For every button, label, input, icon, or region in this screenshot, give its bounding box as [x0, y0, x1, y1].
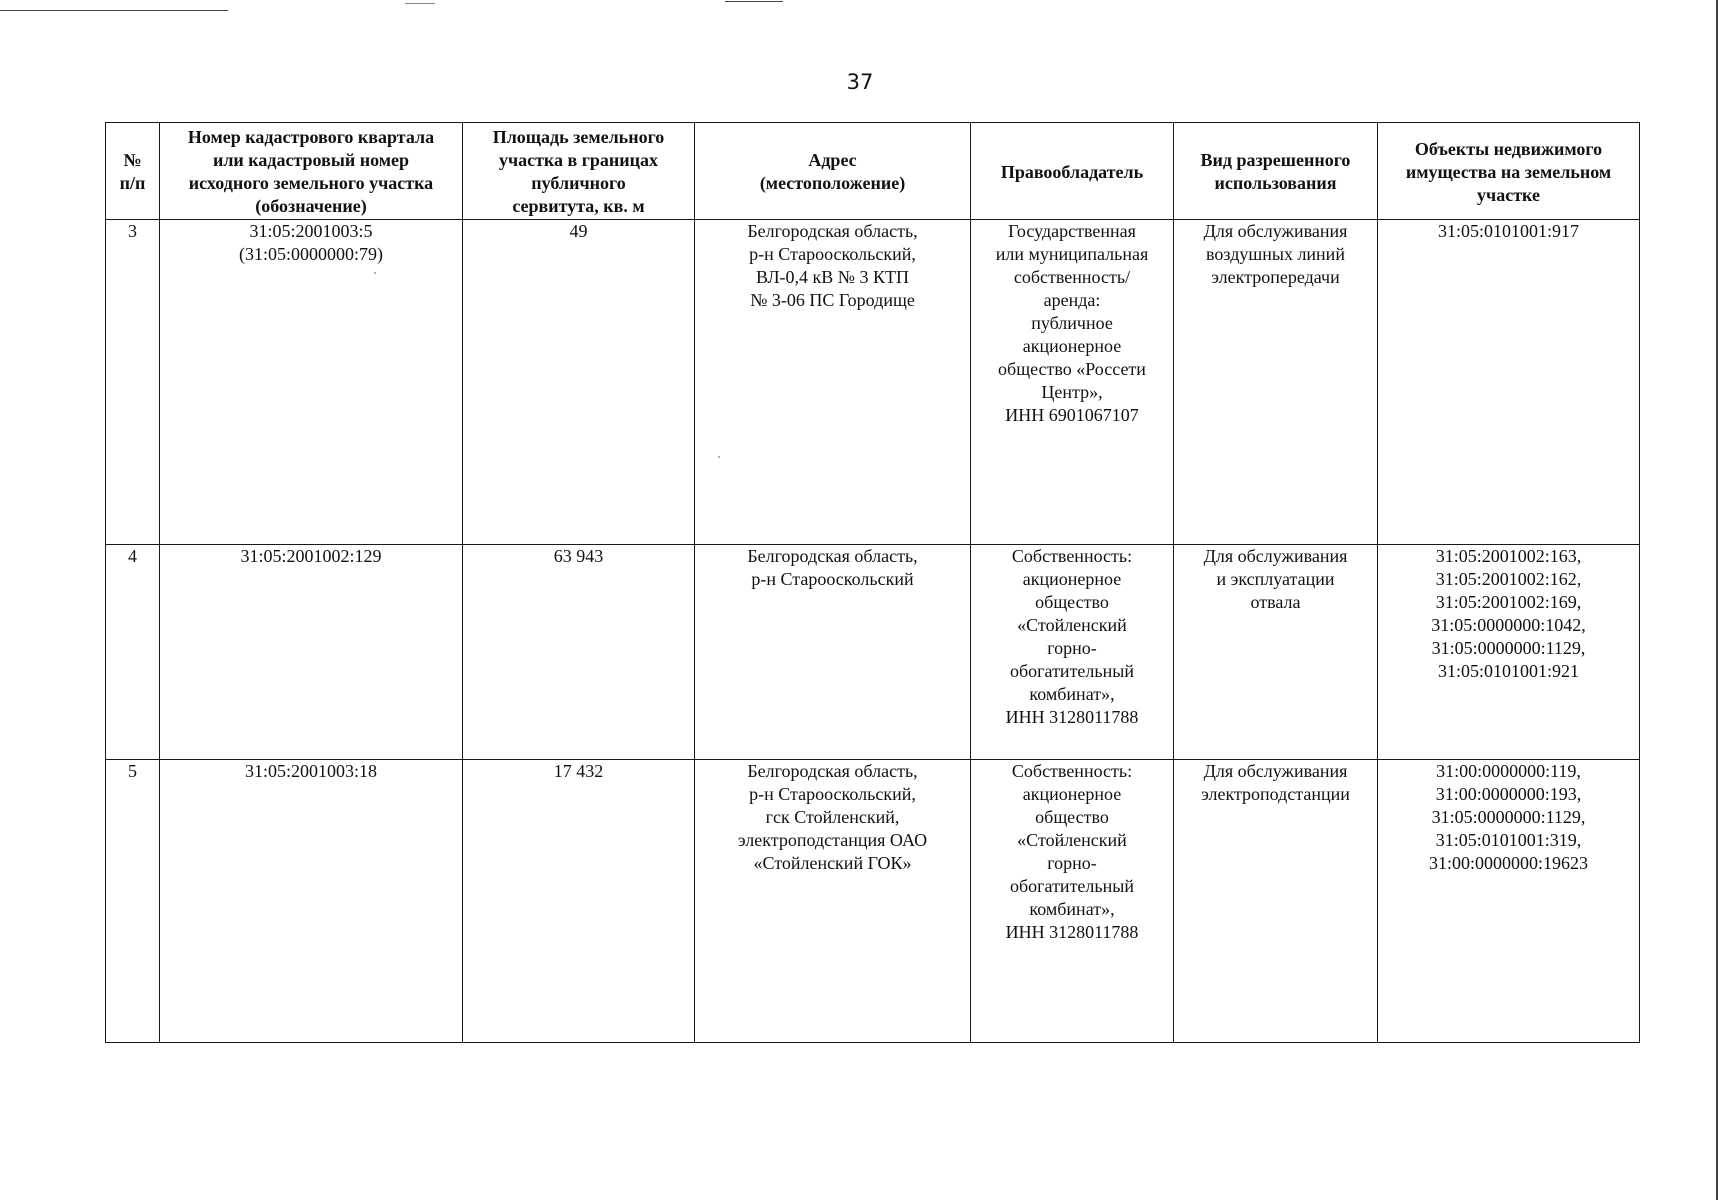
cell-address: Белгородская область, р-н Старооскольский, ВЛ-0,4 кВ № 3 КТП № 3-06 ПС Городище — [695, 220, 971, 545]
table-row — [106, 545, 1640, 760]
page-number: 37 — [846, 70, 874, 94]
cell-number: 5 — [106, 760, 160, 1043]
cell-area: 63 943 — [463, 545, 695, 760]
cell-permitted-use: Для обслуживания воздушных линий электропередачи — [1174, 220, 1378, 545]
scan-page-edge — [1716, 0, 1718, 1200]
cell-address: Белгородская область, р-н Старооскольский, гск Стойленский, электроподстанция ОАО «Стойленский ГОК» — [695, 760, 971, 1043]
cell-real-estate-objects: 31:05:0101001:917 — [1378, 220, 1640, 545]
scan-artifact-line — [405, 3, 435, 4]
cell-permitted-use: Для обслуживания и эксплуатации отвала — [1174, 545, 1378, 760]
cell-cadastral: 31:05:2001003:18 — [160, 760, 463, 1043]
easement-table — [105, 122, 1640, 1043]
header-area: Площадь земельного участка в границах публичного сервитута, кв. м — [463, 123, 695, 220]
cell-real-estate-objects: 31:00:0000000:119, 31:00:0000000:193, 31:05:0000000:1129, 31:05:0101001:319, 31:00:0000000:19623 — [1378, 760, 1640, 1043]
cell-cadastral: 31:05:2001002:129 — [160, 545, 463, 760]
cell-owner: Собственность: акционерное общество «Стойленский горно- обогатительный комбинат», ИНН 3128011788 — [971, 545, 1174, 760]
cell-area: 49 — [463, 220, 695, 545]
cell-owner: Государственная или муниципальная собственность/ аренда: публичное акционерное общество «Россети Центр», ИНН 6901067107 — [971, 220, 1174, 545]
cell-number: 3 — [106, 220, 160, 545]
header-number: № п/п — [106, 123, 160, 220]
scan-artifact-line — [0, 10, 228, 11]
header-permitted-use: Вид разрешенного использования — [1174, 123, 1378, 220]
cell-owner: Собственность: акционерное общество «Стойленский горно- обогатительный комбинат», ИНН 3128011788 — [971, 760, 1174, 1043]
scan-artifact-line — [725, 1, 783, 2]
header-real-estate-objects: Объекты недвижимого имущества на земельном участке — [1378, 123, 1640, 220]
cell-cadastral: 31:05:2001003:5 (31:05:0000000:79) — [160, 220, 463, 545]
header-owner: Правообладатель — [971, 123, 1174, 220]
table-row — [106, 760, 1640, 1043]
cell-real-estate-objects: 31:05:2001002:163, 31:05:2001002:162, 31:05:2001002:169, 31:05:0000000:1042, 31:05:0000000:1129, 31:05:0101001:921 — [1378, 545, 1640, 760]
header-cadastral: Номер кадастрового квартала или кадастровый номер исходного земельного участка (обозначение) — [160, 123, 463, 220]
cell-permitted-use: Для обслуживания электроподстанции — [1174, 760, 1378, 1043]
cell-address: Белгородская область, р-н Старооскольский — [695, 545, 971, 760]
table-row — [106, 220, 1640, 545]
table-header-row — [106, 123, 1640, 220]
cell-area: 17 432 — [463, 760, 695, 1043]
header-address: Адрес (местоположение) — [695, 123, 971, 220]
cell-number: 4 — [106, 545, 160, 760]
